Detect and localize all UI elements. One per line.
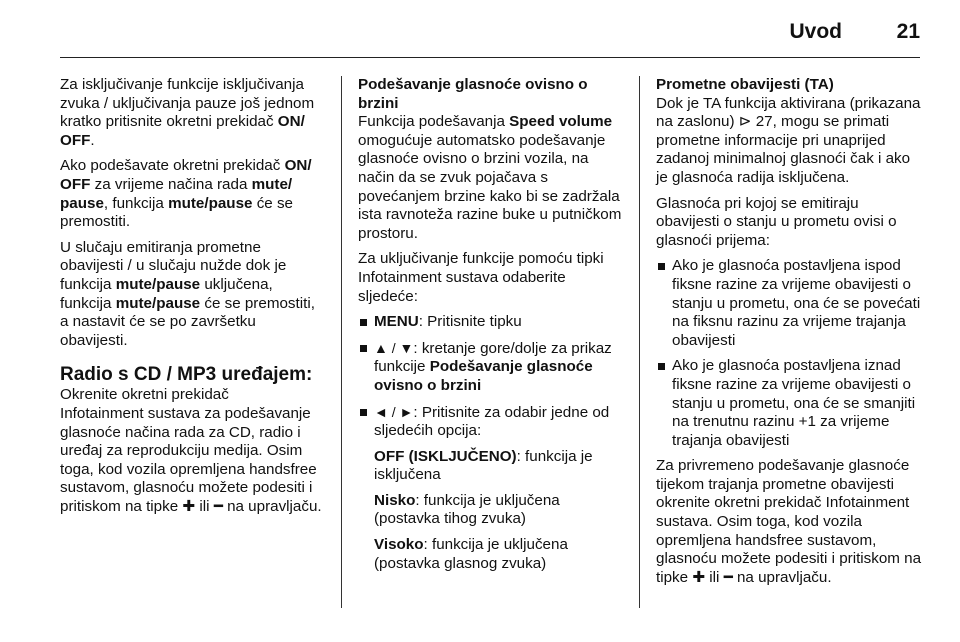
list-item-above-level: Ako je glasnoća postavljena iznad fiksne razine za vrijeme obavijesti o stanju u prometu, ona će se smanjiti na trenutnu razinu +1 za vrijeme trajanja obavijesti	[656, 357, 922, 450]
section-heading-traffic: Prometne obavijesti (TA)	[656, 76, 834, 93]
page-header	[60, 18, 920, 44]
bullet-square-icon	[360, 319, 367, 326]
bullet-square-icon	[658, 263, 665, 270]
header-rule	[60, 57, 920, 58]
list-item-below-level: Ako je glasnoća postavljena ispod fiksne razine za vrijeme obavijesti o stanju u prometu, ona će se povećati na fiksnu razinu za vrijeme trajanja obavijesti	[656, 257, 922, 350]
column-divider-2	[639, 76, 640, 608]
column-left	[60, 76, 326, 523]
paragraph-speed-volume: Funkcija podešavanja Speed volume omogućuje automatsko podešavanje glasnoće ovisno o brzini vozila, na način da se zvuk pojačava s povećanjem brzine kako bi se zadržala ista ravnoteža razine buke u putničkom prostoru.	[358, 113, 622, 242]
column-divider-1	[341, 76, 342, 608]
minus-icon: ━	[723, 568, 733, 586]
plus-icon: ✚	[182, 497, 196, 515]
plus-icon: ✚	[692, 568, 706, 586]
bullet-square-icon	[360, 409, 367, 416]
up-down-arrows-icon: ▲ / ▼	[374, 339, 414, 356]
option-off: OFF (ISKLJUČENO): funkcija je isključena	[374, 447, 593, 484]
page-title: Uvod	[789, 20, 842, 43]
paragraph-ta-active: Dok je TA funkcija aktivirana (prikazana na zaslonu) ⊳ 27, mogu se primati prometne informacije pri unaprijed zadanoj minimalnoj glasnoći čak i ako je glasnoća radija isključena.	[656, 94, 921, 186]
list-item-left-right: ◄ / ►: Pritisnite za odabir jedne od sljedećih opcija:	[358, 403, 624, 441]
left-right-arrows-icon: ◄ / ►	[374, 403, 414, 420]
minus-icon: ━	[213, 497, 223, 515]
bullet-square-icon	[658, 363, 665, 370]
paragraph-select-following: Za uključivanje funkcije pomoću tipki Infotainment sustava odaberite sljedeće:	[358, 250, 604, 305]
column-middle	[358, 76, 624, 580]
paragraph-temporary-adjust: Za privremeno podešavanje glasnoće tijekom trajanja prometne obavijesti okrenite okretni prekidač Infotainment sustava. Osim toga, kod vozila opremljena handsfree sustavom, glasnoću možete podesiti i pritiskom na tipke ✚ ili ━ na upravljaču.	[656, 457, 922, 586]
paragraph-mute-override: Ako podešavate okretni prekidač ON/ OFF za vrijeme načina rada mute/ pause, funkcija mute/pause će se premostiti.	[60, 157, 312, 231]
paragraph-mute-off: Za isključivanje funkcije isključivanja zvuka / uključivanja pauze još jednom kratko pritisnite okretni prekidač ON/ OFF.	[60, 76, 315, 149]
paragraph-traffic-override: U slučaju emitiranja prometne obavijesti / u slučaju nužde dok je funkcija mute/pause uključena, funkcija mute/pause će se premostiti, a nastavit će se po završetku obavijesti.	[60, 238, 315, 349]
list-item-up-down: ▲ / ▼: kretanje gore/dolje za prikaz funkcije Podešavanje glasnoće ovisno o brzini	[358, 339, 624, 396]
page-number: 21	[896, 20, 920, 43]
paragraph-radio-cd: Okrenite okretni prekidač Infotainment sustava za podešavanje glasnoće načina rada za CD, radio i uređaj za reprodukciju medija. Osim toga, kod vozila opremljena handsfree sustavom, glasnoću možete podesiti i pritiskom na tipke ✚ ili ━ na upravljaču.	[60, 386, 322, 515]
column-right	[656, 76, 922, 594]
bullet-square-icon	[360, 345, 367, 352]
section-heading-speed-volume: Podešavanje glasnoće ovisno o brzini	[358, 76, 588, 112]
section-heading-radio-cd: Radio s CD / MP3 uređajem:	[60, 364, 313, 386]
list-item-menu: MENU: Pritisnite tipku	[358, 313, 624, 332]
paragraph-volume-depends: Glasnoća pri kojoj se emitiraju obavijesti o stanju u prometu ovisi o glasnoći prijema:	[656, 194, 897, 249]
option-low: Nisko: funkcija je uključena (postavka tihog zvuka)	[374, 491, 560, 528]
page-reference-icon: ⊳	[738, 113, 752, 131]
option-high: Visoko: funkcija je uključena (postavka glasnog zvuka)	[374, 536, 568, 572]
